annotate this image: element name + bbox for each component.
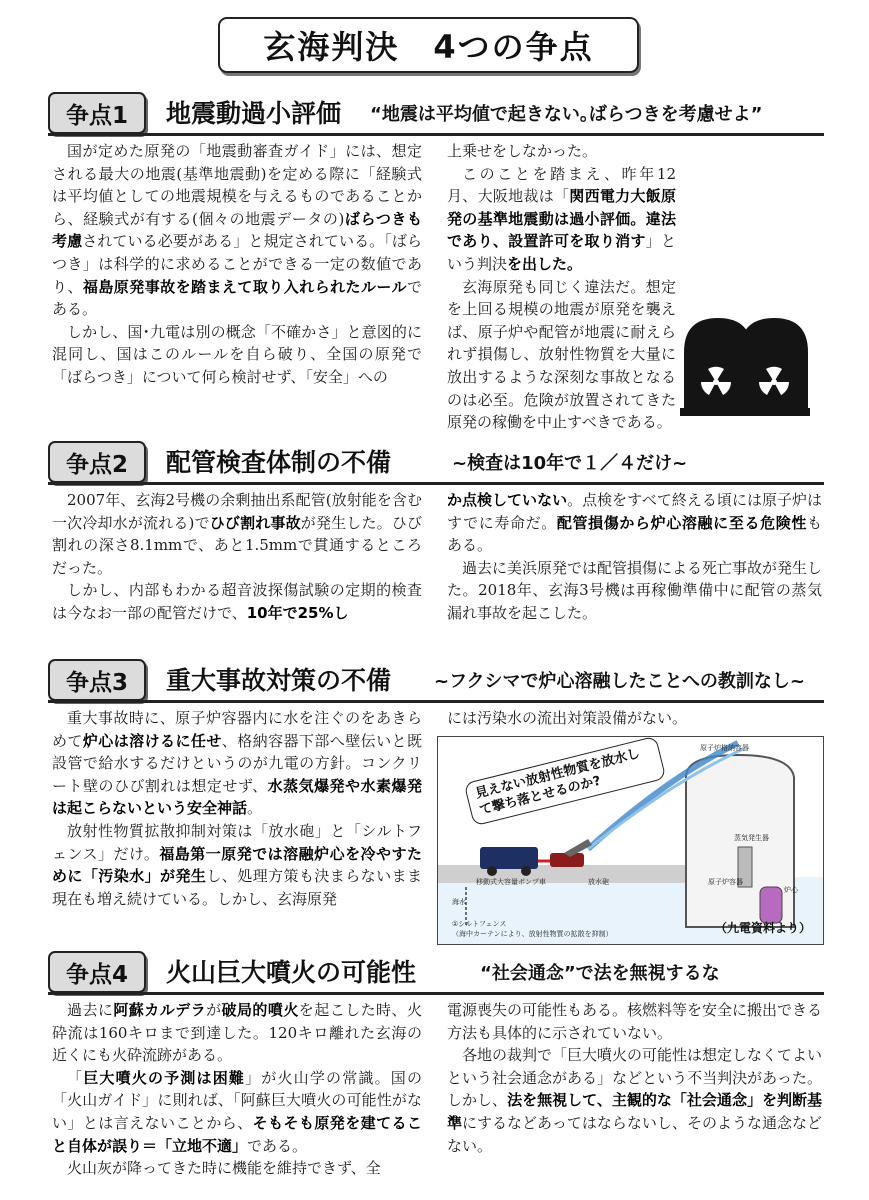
emphasis-text: 水蒸気爆発や水素爆発は起こらないという安全神話 (52, 776, 422, 818)
body-text: 過去に美浜原発では配管損傷による死亡事故が発生した。2018年、玄海3号機は再稼働準備中に配管の蒸気漏れ事故を起こした。 (447, 558, 823, 622)
section3-header (48, 659, 824, 701)
body-text: 2007年、玄海2号機の余剰抽出系配管(放射能を含む一次冷却水が流れる)で (52, 491, 422, 532)
body-paragraph (447, 1044, 822, 1157)
body-text: が発生した。ひび割れの深さ8.1mmで、あと1.5mmで貫通するところだった。 (52, 513, 422, 577)
section4-left-column (52, 999, 422, 1180)
emphasis-text: 法を無視して、主観的な「社会通念」を判断基準 (447, 1091, 822, 1132)
body-text: 玄海原発も同じく違法だ。想定を上回る規模の地震が原発を襲えば、原子炉や配管が地震に耐えられず損傷し、放射性物質を大量に放出するような深刻な事故となるのは必至。危険が放置されてきた原発の稼働を中止すべきである。 (447, 277, 676, 432)
section3-left-column (52, 707, 422, 910)
body-text: 重大事故時に、原子炉容器内に水を注ぐのをあきらめて (52, 709, 422, 750)
section4-badge: 争点4 (48, 951, 146, 993)
section3-badge: 争点3 (48, 659, 146, 701)
section2-badge: 争点2 (48, 441, 146, 483)
section2-header (48, 441, 824, 483)
body-text: しかし、内部もわかる超音波探傷試験の定期的検査は今なお一部の配管だけで、 (52, 581, 422, 622)
body-text: 「 (67, 1068, 84, 1087)
section1-subheading: “地震は平均値で起きない｡ばらつきを考慮せよ” (370, 104, 763, 125)
body-text: が (206, 1001, 222, 1019)
body-paragraph (52, 489, 422, 579)
body-paragraph (447, 557, 822, 625)
emphasis-text: 10年で25%し (246, 603, 349, 622)
body-text: 電源喪失の可能性もある。核燃料等を安全に搬出できる方法も具体的に示されていない。 (447, 1001, 823, 1042)
body-paragraph (447, 163, 822, 276)
emphasis-text: 炉心は溶けるに任せ (82, 731, 222, 750)
label-generator: 蒸気発生器 (734, 834, 769, 842)
section4-heading: 火山巨大噴火の可能性 (166, 958, 417, 987)
body-text: には汚染水の流出対策設備がない。 (447, 709, 688, 727)
emphasis-text: 破局的噴火 (221, 1001, 299, 1019)
body-text: である。 (52, 277, 422, 319)
body-paragraph (447, 489, 822, 557)
body-text: 」が火山学の常識。国の「火山ガイド」に則れば、「阿蘇巨大噴火の可能性がない」とは言えないことから、 (52, 1068, 422, 1132)
emphasis-text: ひび割れ事故 (209, 513, 301, 532)
body-text: 」という判決 (447, 232, 676, 273)
body-text: 放射性物質拡散抑制対策は「放水砲」と「シルトフェンス」だけ。 (52, 821, 422, 863)
label-sea: 海水 (452, 898, 466, 906)
body-text: されている必要がある」と規定されている。「ばらつき」は科学的に求めることができる一定の数値であり、 (52, 232, 422, 296)
section4-header (48, 951, 824, 993)
body-text: にするなどあってはならないし、そのような通念などない。 (447, 1113, 822, 1155)
body-paragraph (52, 1067, 422, 1157)
label-silt: ①シルトフェンス (452, 920, 507, 928)
section3-heading: 重大事故対策の不備 (166, 666, 392, 695)
label-core: 炉心 (784, 886, 798, 894)
section2-rule (48, 482, 824, 485)
section2-subheading: ~検査は10年で１／４だけ~ (452, 453, 688, 474)
body-text: 国が定めた原発の「地震動審査ガイド」には、想定される最大の地震(基準地震動)を定める際に「経験式は平均値としての地震規模を与えるものであることから、経験式が有する(個々の地震データの) (52, 142, 422, 228)
section4-subheading: “社会通念”で法を無視するな (480, 963, 720, 984)
section4-right-column (447, 999, 822, 1157)
emphasis-text: ばらつきも考慮 (52, 209, 422, 251)
body-text: を起こした時、火砕流は160キロまで到達した。120キロ離れた玄海の近くにも火砕流跡がある。 (52, 1001, 422, 1065)
body-paragraph (52, 707, 422, 820)
body-text: 。点検をすべて終える頃には原子炉はすでに寿命だ。 (447, 491, 822, 532)
section1-badge: 争点1 (48, 92, 146, 134)
body-paragraph (52, 321, 422, 389)
label-truck: 移動式大容量ポンプ車 (476, 878, 546, 886)
countermeasure-diagram (437, 736, 824, 945)
body-paragraph (447, 999, 822, 1044)
section3-subheading: ~フクシマで炉心溶融したことへの教訓なし~ (434, 671, 805, 692)
body-paragraph (447, 140, 822, 163)
body-paragraph (52, 820, 422, 910)
diagram-speech-bubble: 見えない放射性物質を放水して撃ち落とせるのか? (464, 736, 667, 826)
body-text: し、処理方策も決まらないまま現在も増え続けている。しかし、玄海原発 (52, 867, 422, 908)
section1-header (48, 92, 824, 134)
emphasis-text: を出した。 (507, 254, 583, 273)
label-containment: 原子炉格納容器 (700, 744, 749, 752)
label-silt-note: （海中カーテンにより、放射性物質の拡散を抑制） (452, 930, 613, 938)
section2-heading: 配管検査体制の不備 (166, 448, 392, 477)
emphasis-text: 阿蘇カルデラ (113, 1001, 207, 1019)
body-text: 。 (247, 799, 263, 818)
reactor-radiation-icon (680, 312, 810, 416)
body-paragraph (52, 579, 422, 624)
section4-rule (48, 992, 824, 995)
section1-rule (48, 133, 824, 136)
section3-right-column (447, 707, 822, 730)
body-text: である。 (247, 1136, 308, 1155)
section1-heading: 地震動過小評価 (166, 99, 342, 128)
body-text: 上乗せをしなかった。 (447, 142, 598, 160)
emphasis-text: 巨大噴火の予測は困難 (83, 1068, 246, 1087)
body-paragraph (52, 140, 422, 321)
emphasis-text: 福島第一原発では溶融炉心を冷やすために「汚染水」が発生 (52, 844, 422, 886)
emphasis-text: 配管損傷から炉心溶融に至る危険性 (556, 513, 807, 532)
body-text: 、格納容器下部へ壁伝いと既設管で給水するだけというのが九電の方針。コンクリート壁のひび割れは想定せず、 (52, 731, 422, 795)
emphasis-text: 関西電力大飯原発の基準地震動は過小評価。違法であり、設置許可を取り消す (447, 187, 676, 251)
label-cannon: 放水砲 (588, 878, 609, 886)
body-text: 過去に (67, 1001, 114, 1019)
page-title-box (218, 17, 639, 73)
page-title: 玄海判決 4つの争点 (263, 28, 594, 66)
section3-rule (48, 700, 824, 703)
section1-left-column (52, 140, 422, 389)
emphasis-text: そもそも原発を建てること自体が誤り＝「立地不適」 (52, 1113, 422, 1155)
body-paragraph (52, 999, 422, 1067)
emphasis-text: か点検していない (447, 491, 568, 509)
body-text: 火山灰が降ってきた時に機能を維持できず、全 (67, 1159, 381, 1178)
emphasis-text: 福島原発事故を踏まえて取り入れられたルール (82, 277, 407, 296)
body-paragraph (447, 707, 822, 730)
section2-right-column (447, 489, 822, 625)
body-text: もある。 (447, 513, 822, 555)
body-text: 各地の裁判で「巨大噴火の可能性は想定しなくてよいという社会通念がある」などという不当判決があった。しかし、 (447, 1046, 823, 1110)
section2-left-column (52, 489, 422, 625)
body-paragraph (52, 1157, 422, 1180)
diagram-caption: （九電資料より） (714, 921, 811, 935)
body-text: しかし、国･九電は別の概念「不確かさ」と意図的に混同し、国はこのルールを自ら破り、全国の原発で「ばらつき」について何ら検討せず、「安全」への (52, 322, 422, 386)
label-reactor: 原子炉容器 (708, 878, 743, 886)
body-text: このことを踏まえ、昨年12月、大阪地裁は「 (447, 164, 676, 206)
